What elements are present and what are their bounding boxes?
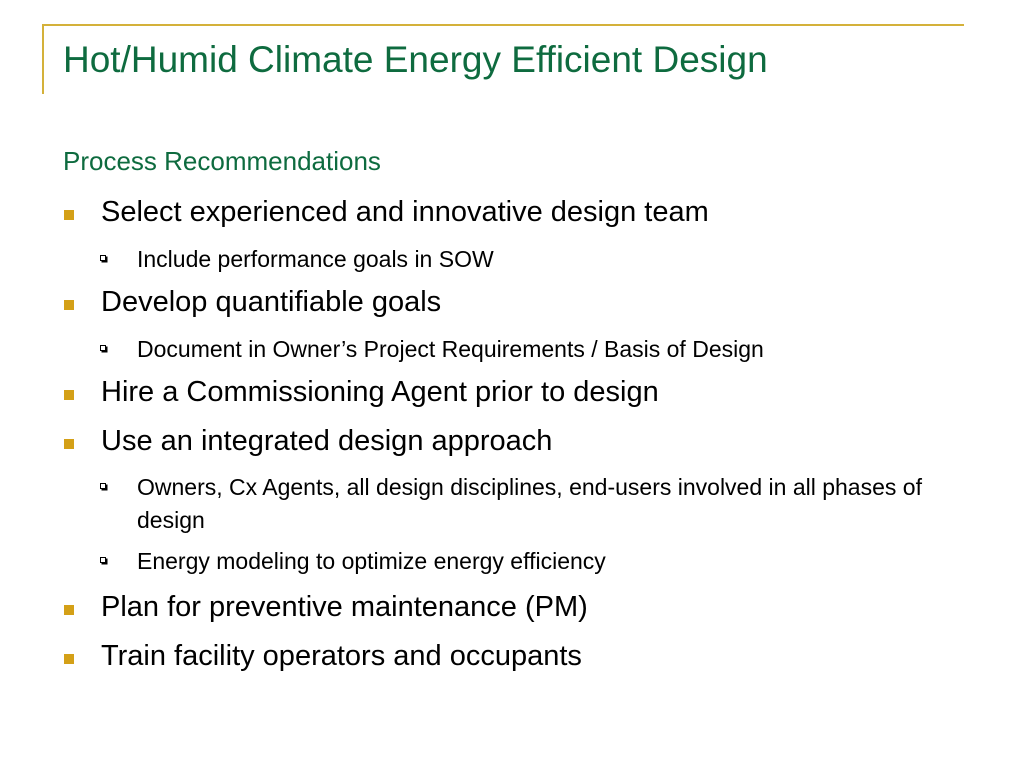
filled-square-icon	[64, 654, 74, 664]
bullet-text: Plan for preventive maintenance (PM)	[101, 591, 588, 623]
hollow-square-icon	[100, 557, 106, 563]
slide-subtitle: Process Recommendations	[63, 146, 381, 176]
hollow-square-icon	[100, 255, 106, 261]
title-frame-top-rule	[42, 24, 964, 26]
hollow-square-icon	[100, 483, 106, 489]
bullet-text: Train facility operators and occupants	[101, 640, 582, 672]
title-frame-left-rule	[42, 24, 44, 94]
sub-bullet-text: Include performance goals in SOW	[137, 246, 494, 272]
hollow-square-icon	[100, 345, 106, 351]
sub-bullet-text: Document in Owner’s Project Requirements / Basis of Design	[137, 336, 764, 362]
bullet-text: Select experienced and innovative design team	[101, 196, 709, 228]
sub-bullet-text: Energy modeling to optimize energy efficiency	[137, 548, 606, 574]
filled-square-icon	[64, 605, 74, 615]
slide-title: Hot/Humid Climate Energy Efficient Design	[63, 39, 768, 80]
bullet-text: Use an integrated design approach	[101, 425, 553, 457]
bullet-text: Hire a Commissioning Agent prior to design	[101, 376, 659, 408]
filled-square-icon	[64, 210, 74, 220]
filled-square-icon	[64, 439, 74, 449]
bullet-text: Develop quantifiable goals	[101, 286, 442, 318]
filled-square-icon	[64, 300, 74, 310]
filled-square-icon	[64, 390, 74, 400]
sub-bullet-text: Owners, Cx Agents, all design disciplines, end-users involved in all phases of design	[137, 474, 922, 534]
